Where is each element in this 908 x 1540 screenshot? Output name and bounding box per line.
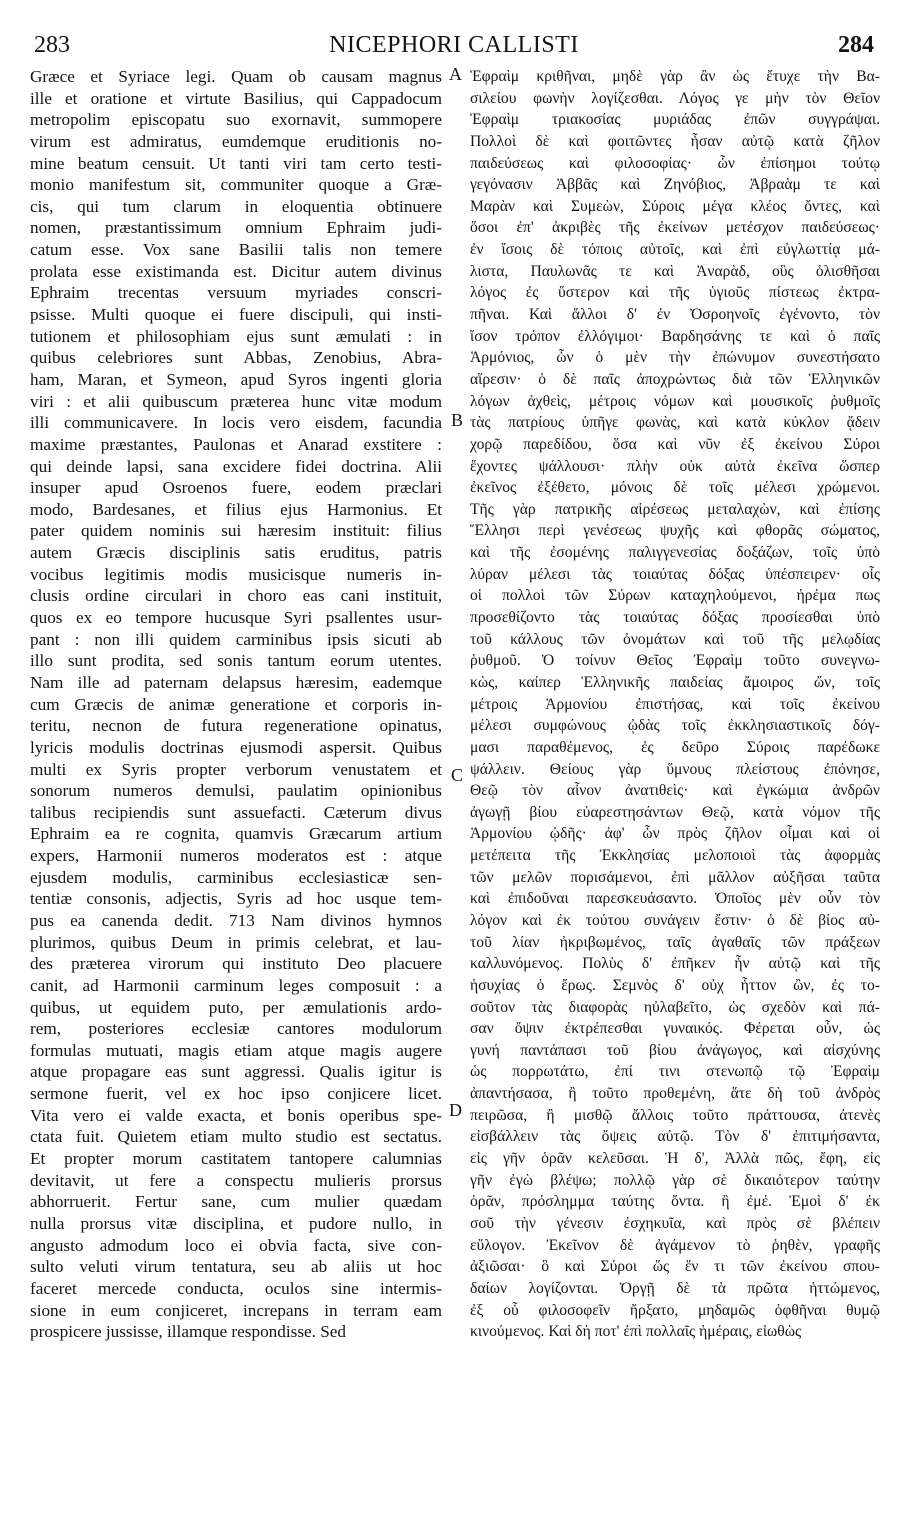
running-title: NICEPHORI CALLISTI bbox=[329, 32, 579, 58]
latin-text-line: tutionem et philosophiam ejus sunt æmulati : in bbox=[30, 326, 442, 346]
latin-text-line: formulas mutuati, magis etiam atque magis augere bbox=[30, 1040, 442, 1060]
greek-text-line: γυνή παντάπασι τοῦ βίου ἀνάγωγος, καὶ αἰσχύνης bbox=[470, 1041, 880, 1059]
latin-text-line: Ephraim trecentas versuum myriades conscri- bbox=[30, 283, 442, 303]
greek-text-line: μέλεσι συμφώνους ᾠδὰς τοῖς ἐκκλησιαστικοῖς δόγ- bbox=[470, 717, 880, 735]
latin-text-line: sermone fuerit, vel ex hoc ipso conjicere licet. bbox=[30, 1084, 442, 1104]
latin-text-line: ille et oratione et virtute Basilius, qui Cappadocum bbox=[30, 88, 442, 108]
greek-text-line: Τῆς γὰρ πατρικῆς αἱρέσεως μεταλαχὼν, καὶ ἐπίσης bbox=[470, 500, 880, 518]
latin-text-line: expers, Harmonii numeros moderatos est : atque bbox=[30, 846, 442, 866]
greek-text-line: ὁρᾶν, πρόσλημμα ταύτης ὄντα. ἢ ἐμέ. Ἐμοὶ δ' ἐκ bbox=[470, 1193, 880, 1211]
greek-text-line: Ἁρμόνιος, ὧν ὁ μὲν τὴν ἐπώνυμον συνεστήσατο bbox=[470, 349, 880, 367]
latin-text-line: modo, Bardesanes, et filius ejus Harmonius. Et bbox=[30, 499, 442, 519]
greek-text-line: λόγος ἐς ὕστερον καὶ τῆς ὑγιοῦς πίστεως ἐκτρα- bbox=[470, 284, 880, 302]
greek-text-line: ἔχοντες ψάλλουσι· πλὴν οὐκ αὐτὰ ἐκεῖνα ὥσπερ bbox=[470, 457, 880, 475]
latin-text-line: quos ex eo tempore hucusque Syri psallentes usur- bbox=[30, 608, 442, 628]
latin-text-line: sulto veluti virum tentatura, seu ab aliis ut hoc bbox=[30, 1257, 442, 1277]
latin-text-line: monio manifestum sit, communiter quoque a Græ- bbox=[30, 175, 442, 195]
latin-text-line: prolata esse existimanda est. Dicitur autem divinus bbox=[30, 261, 442, 281]
greek-text-line: τοῦ λίαν ἠκριβωμένος, ταῖς ἀγαθαῖς τῶν πράξεων bbox=[470, 933, 880, 951]
greek-text-line: μέτροις Ἁρμονίου ἐπιστήσας, καὶ τοῖς ἐκείνου bbox=[470, 695, 880, 713]
greek-text-line: δαίων λογίζονται. Ὀργῇ δὲ τὰ πρῶτα ἡττώμενος, bbox=[470, 1279, 880, 1297]
greek-text-line: πειρῶσα, ἢ μισθῷ ἄλλοις τοῦτο πράττουσα, ἀτενὲς bbox=[470, 1106, 880, 1124]
greek-text-line: εὔλογον. Ἐκεῖνον δὲ ἀγάμενον τὸ ῥηθὲν, γραφῆς bbox=[470, 1236, 880, 1254]
latin-text-line: nulla prorsus vitæ disciplina, et pudore nullo, in bbox=[30, 1213, 442, 1233]
greek-text-line: ἴσον τρόπον ἐλλόγιμοι· Βαρδησάνης τε καὶ ὁ παῖς bbox=[470, 327, 880, 345]
greek-text-line: λόγον καὶ ἐκ τούτου συνάγειν ἔστιν· ὁ δὲ βίος αὐ- bbox=[470, 911, 880, 929]
latin-text-line: lyricis modulis doctrinas ejusmodi aspersit. Quibus bbox=[30, 737, 442, 757]
latin-text-line: viri : et alii quibuscum præterea hunc vitæ modum bbox=[30, 391, 442, 411]
latin-text-line: talibus recipiendis sunt assuefacti. Cæterum divus bbox=[30, 802, 442, 822]
greek-text-line: Ἐφραὶμ τριακοσίας μυριάδας ἐπῶν συγγράψαι. bbox=[470, 111, 880, 129]
greek-text-line: ἡσυχίας ὁ ἔρως. Σεμνὸς δ' οὐχ ἧττον ὢν, ἐς το- bbox=[470, 976, 880, 994]
page-number-left: 283 bbox=[34, 32, 70, 58]
latin-text-line: illi communicavere. In locis vero eisdem, facundia bbox=[30, 413, 442, 433]
latin-text-line: sonorum numeros demulsi, paulatim opinionibus bbox=[30, 781, 442, 801]
greek-text-line: εἰσβάλλειν τὰς ὄψεις αὐτῷ. Τὸν δ' ἐπιτιμήσαντα, bbox=[470, 1128, 880, 1146]
greek-text-line: καλλυνόμενος. Πολὺς δ' ἐπῆκεν ἦν αὐτῷ καὶ τῆς bbox=[470, 955, 880, 973]
latin-text-line: Græce et Syriace legi. Quam ob causam magnus bbox=[30, 67, 442, 86]
latin-text-line: prospicere jussisse, illamque respondisse. Sed bbox=[30, 1322, 347, 1342]
latin-text-line: catum esse. Vox sane Basilii talis non temere bbox=[30, 240, 442, 260]
latin-text-line: cis, qui tum clarum in eloquentia obtinuere bbox=[30, 196, 442, 216]
greek-text-line: σιλείου φωνὴν λογίζεσθαι. Λόγος γε μὴν τὸν Θεῖον bbox=[470, 89, 880, 107]
latin-text-line: rem, posteriores ecclesiæ cantores modulorum bbox=[30, 1019, 442, 1039]
greek-text-line: πῆναι. Καὶ ἄλλοι δ' ἐν Ὀσροηνοῖς ἐγένοντο, τὸν bbox=[470, 306, 880, 324]
page-header bbox=[0, 28, 908, 64]
greek-text-line: ἐν ἴσοις δὲ τόποις αὐτοῖς, καὶ ἐπὶ εὐγλωττίᾳ μά- bbox=[470, 241, 880, 259]
latin-text-line: angusto admodum loco ei obvia facta, sive con- bbox=[30, 1235, 442, 1255]
greek-text-line: Θεῷ τὸν αἶνον ἀνατιθεὶς· καὶ ἐγκώμια ἀνδρῶν bbox=[470, 782, 880, 800]
greek-text-line: Μαρὰν καὶ Συμεὼν, Σύροις μέγα κλέος ὄντες, καὶ bbox=[470, 197, 880, 215]
greek-text-line: ἀξιῶσαι· ὃ καὶ Σύροι ὥς ἕν τι τῶν ἐκείνου σπου- bbox=[470, 1258, 880, 1276]
latin-text-line: atque propagare eas sunt aggressi. Qualis igitur is bbox=[30, 1062, 442, 1082]
latin-text-line: devitavit, ut fere a conspectu mulieris prorsus bbox=[30, 1170, 442, 1190]
latin-text-line: plurimos, quibus Deum in primis celebrat, et lau- bbox=[30, 932, 442, 952]
latin-text-line: maxime præstantes, Paulonas et Anarad exstitere : bbox=[30, 434, 442, 454]
greek-text-line: τοῦ κάλλους τῶν ὀνομάτων καὶ τοῦ τῆς μελῳδίας bbox=[470, 630, 880, 648]
greek-text-line: Πολλοὶ δὲ καὶ φοιτῶντες ἦσαν αὐτῷ κατὰ ζῆλον bbox=[470, 132, 880, 150]
latin-text-line: mine beatum censuit. Ut tanti viri tam certo testi- bbox=[30, 153, 442, 173]
latin-text-line: ham, Maran, et Symeon, apud Syros ingenti gloria bbox=[30, 369, 442, 389]
greek-text-line: λιστα, Παυλωνᾶς τε καὶ Ἀναρὰδ, οὓς ὀλισθῆσαι bbox=[470, 262, 880, 280]
greek-text-line: ἀγωγῇ βίου εὐαρεστησάντων Θεῷ, κατὰ νόμον τῆς bbox=[470, 803, 880, 821]
greek-text-line: ἐξ οὗ φιλοσοφεῖν ἤρξατο, μηδαμῶς ὀφθῆναι θυμῷ bbox=[470, 1301, 880, 1319]
latin-text-line: illo sunt prodita, sed sonis tantum eorum utentes. bbox=[30, 651, 442, 671]
greek-text-line: Ἁρμονίου ᾠδῆς· ἀφ' ὧν πρὸς ζῆλον οἶμαι καὶ οἱ bbox=[470, 825, 880, 843]
greek-text-line: τὰς πατρίους ὑπῆγε φωνὰς, καὶ κατὰ κύκλον ᾄδειν bbox=[470, 414, 880, 432]
margin-letter-d: D bbox=[449, 1100, 462, 1120]
latin-text-line: psisse. Multi quoque ei fuere discipuli, qui insti- bbox=[30, 305, 442, 325]
latin-text-line: ctata fuit. Quietem etiam multo studio est sectatus. bbox=[30, 1127, 442, 1147]
greek-text-line: λύραν μέλεσι τὰς τοιαύτας δόξας ὑπέσπειρεν· οἷς bbox=[470, 565, 880, 583]
latin-text-line: pus ea canenda dedit. 713 Nam divinos hymnos bbox=[30, 910, 442, 930]
latin-text-line: teritu, necnon de futura regeneratione opinatus, bbox=[30, 716, 442, 736]
greek-text-line: παιδεύσεως καὶ φιλοσοφίας· ὧν ἐπίσημοι τούτῳ bbox=[470, 154, 880, 172]
latin-text-line: sione in eum conjiceret, increpans in terram eam bbox=[30, 1300, 442, 1320]
greek-text-line: μασι παραθέμενος, ἐς δεῦρο Σύροις παρέδωκε bbox=[470, 738, 880, 756]
latin-text-line: faceret mercede conducta, oculos sine intermis- bbox=[30, 1278, 442, 1298]
latin-text-line: Ephraim ea re cognita, quamvis Græcarum artium bbox=[30, 824, 442, 844]
greek-text-line: σοῦτον τὰς διαφορὰς ηὐλαβεῖτο, ὡς σχεδὸν καὶ πά- bbox=[470, 998, 880, 1016]
greek-text-line: ψάλλειν. Θείους γὰρ ὕμνους πλείστους ἐπόνησε, bbox=[470, 760, 880, 778]
margin-letter-b: B bbox=[451, 410, 464, 430]
greek-text-line: Ἐφραὶμ κριθῆναι, μηδὲ γὰρ ἂν ὡς ἔτυχε τὴν Βα- bbox=[470, 68, 880, 85]
greek-text-line: τῶν μελῶν πορισάμενοι, ἐπὶ μᾶλλον αὐξῆσαι ταῦτα bbox=[470, 868, 880, 886]
greek-text-line: σοῦ τὴν γένεσιν ἐσχηκυῖα, καὶ πρὸς σὲ βλέπειν bbox=[470, 1214, 880, 1232]
greek-text-line: ὅσοι ἐπ' ἀκριβὲς τῆς ἐκείνων μετέσχον παιδεύσεως· bbox=[470, 219, 880, 237]
greek-column bbox=[470, 66, 880, 1343]
greek-text-line: σαν ὄψιν ἐκτρέπεσθαι γυναικός. Φέρεται οὖν, ὡς bbox=[470, 1020, 880, 1038]
greek-text-line: Ἕλλησι περὶ γενέσεως ψυχῆς καὶ φθορᾶς σώματος, bbox=[470, 522, 880, 540]
latin-text-line: pant : non illi quidem carminibus ipsis sicuti ab bbox=[30, 629, 442, 649]
latin-text-line: ejusdem modulis, carminibus ecclesiasticæ sen- bbox=[30, 867, 442, 887]
latin-text-line: virum est admiratus, eumdemque eruditionis no- bbox=[30, 131, 442, 151]
greek-text-line: καὶ τῆς ἐσομένης παλιγγενεσίας δοξάζων, τοῖς ὑπὸ bbox=[470, 544, 880, 562]
latin-text-line: Vita vero ei valde exacta, et bonis operibus spe- bbox=[30, 1105, 442, 1125]
latin-text-line: nomen, præstantissimum omnium Ephraim judi- bbox=[30, 218, 442, 238]
greek-text-line: χορῷ παρεδίδου, ὅσα καὶ νῦν ἐξ ἐκείνου Σύροι bbox=[470, 435, 880, 453]
latin-text-line: Nam ille ad paternam delapsus hæresim, eademque bbox=[30, 672, 442, 692]
latin-text-line: multi ex Syris propter verborum venustatem et bbox=[30, 759, 442, 779]
greek-text-line: κὼς, καίπερ Ἑλληνικῆς παιδείας ἄμοιρος ὤν, τοῖς bbox=[470, 673, 880, 691]
latin-text-line: cum Græcis de animæ generatione et corporis in- bbox=[30, 694, 442, 714]
latin-text-line: canit, ad Harmonii carminum leges composuit : a bbox=[30, 975, 442, 995]
latin-text-line: pater quidem nominis sui hæresim instituit: filius bbox=[30, 521, 442, 541]
latin-column bbox=[30, 66, 442, 1343]
greek-text-line: ὡς πορρωτάτω, ἐπί τινι στενωπῷ τῷ Ἐφραὶμ bbox=[470, 1063, 880, 1081]
greek-text-line: μετέπειτα τῆς Ἐκκλησίας μελοποιοὶ τὰς ἀφορμὰς bbox=[470, 847, 880, 865]
greek-text-line: ῥυθμοῦ. Ὁ τοίνυν Θεῖος Ἐφραὶμ τοῦτο συνεγνω- bbox=[470, 652, 880, 670]
latin-text-line: abhorruerit. Fertur sane, cum mulier quædam bbox=[30, 1192, 442, 1212]
greek-text-line: οἱ πολλοὶ τῶν Σύρων καταχηλούμενοι, ἠρέμα πως bbox=[470, 587, 880, 605]
margin-letter-a: A bbox=[449, 64, 462, 84]
greek-text-line: προσεθίζοντο τὰς τοιαύτας δόξας προσίεσθαι ὑπὸ bbox=[470, 609, 880, 627]
latin-text-line: metropolim episcopatu suo exornavit, summopere bbox=[30, 110, 442, 130]
latin-text-line: quibus, ut equidem puto, per æmulationis ardo- bbox=[30, 997, 442, 1017]
latin-text-line: vocibus legitimis modis musicisque numeris in- bbox=[30, 564, 442, 584]
margin-letter-c: C bbox=[451, 765, 464, 785]
greek-text-line: λόγων ἀχθεὶς, μέτροις νόμων καὶ μουσικοῖς ῥυθμοῖς bbox=[470, 392, 880, 410]
greek-text-line: αἵρεσιν· ὁ δὲ παῖς ἀποχρώντως διὰ τῶν Ἑλληνικῶν bbox=[470, 370, 880, 388]
greek-text-line: γεγόνασιν Ἀββᾶς καὶ Ζηνόβιος, Ἀβραὰμ τε καὶ bbox=[470, 176, 880, 194]
latin-text-line: quibus celebriores sunt Abbas, Zenobius, Abra- bbox=[30, 348, 442, 368]
latin-text-line: des præterea virorum qui instituto Deo placuere bbox=[30, 954, 442, 974]
latin-text-line: autem Græcis disciplinis satis eruditus, patris bbox=[30, 543, 442, 563]
greek-text-line: κινούμενος. Καὶ δὴ ποτ' ἐπὶ πολλαῖς ἡμέραις, εἰωθὼς bbox=[470, 1323, 802, 1341]
latin-text-line: Et propter morum castitatem tantopere calumnias bbox=[30, 1149, 442, 1169]
latin-text-line: clusis ordine circulari in choro eas cani instituit, bbox=[30, 586, 442, 606]
greek-text-line: εἰς γῆν ὁρᾶν κελεῦσαι. Ἡ δ', Ἀλλὰ πῶς, ἔφη, εἰς bbox=[470, 1150, 880, 1168]
greek-text-line: ἀπαντήσασα, ἢ τοῦτο προθεμένη, ἅτε δὴ τοῦ ἀνδρὸς bbox=[470, 1085, 880, 1103]
greek-text-line: καὶ ἐπιδοῦναι παρεσκευάσαντο. Ὁποῖος μὲν οὖν τὸν bbox=[470, 890, 880, 908]
page-number-right: 284 bbox=[838, 32, 874, 58]
greek-text-line: γῆν ἐγὼ βλέψω; πολλῷ γὰρ σὲ δικαιότερον ταύτην bbox=[470, 1171, 880, 1189]
latin-text-line: qui deinde lapsi, sana excidere fidei doctrina. Alii bbox=[30, 456, 442, 476]
latin-text-line: tentiæ consonis, adjectis, Syris ad hoc usque tem- bbox=[30, 889, 442, 909]
latin-text-line: insuper apud Osroenos fuere, eodem præclari bbox=[30, 478, 442, 498]
greek-text-line: ἐκεῖνος ἐξέθετο, μόνοις δὲ τοῖς μέλεσι χρώμενοι. bbox=[470, 479, 880, 497]
